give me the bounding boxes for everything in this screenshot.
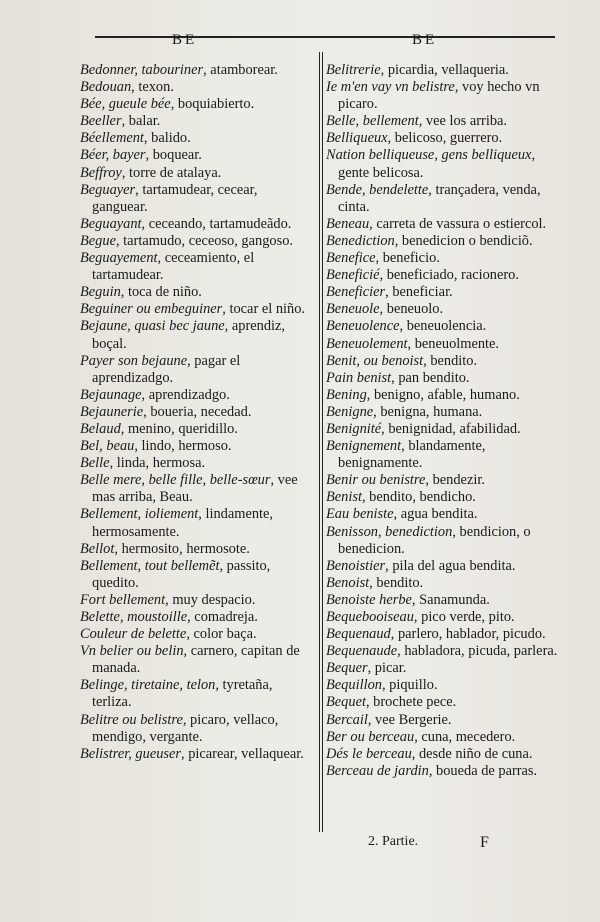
entry-definition: , aprendiz, boçal. [92, 318, 286, 352]
entry-headword: Beguayement [80, 250, 158, 267]
entry-definition: , passito, quedito. [92, 557, 271, 591]
entry-definition: , pagar el aprendizadgo. [92, 352, 241, 386]
dictionary-entry [326, 506, 558, 523]
entry-definition: , cuna, mecedero. [414, 728, 516, 745]
dictionary-entry [326, 267, 558, 284]
dictionary-entry [326, 763, 558, 780]
entry-definition: , voy hecho vn picaro. [338, 79, 540, 113]
dictionary-entry [80, 318, 312, 352]
entry-headword: Bejaunage [80, 386, 142, 403]
entry-headword: Couleur de belette [80, 626, 187, 643]
entry-headword: Belinge, tiretaine, telon [80, 677, 216, 694]
dictionary-entry [80, 541, 312, 558]
entry-headword: Bequillon [326, 677, 382, 694]
entry-headword: Bel, beau [80, 438, 135, 455]
dictionary-entry [326, 353, 558, 370]
entry-definition: , beneficiar. [385, 284, 453, 301]
entry-definition: , pico verde, pito. [413, 609, 515, 625]
entry-definition: , menino, queridillo. [120, 420, 238, 437]
entry-headword: Beneuolence [326, 318, 400, 335]
entry-definition: , muy despacio. [165, 591, 256, 608]
dictionary-entry [80, 147, 312, 164]
entry-definition: , bendito, bendicho. [361, 489, 476, 506]
entry-definition: , torre de atalaya. [121, 164, 222, 181]
entry-headword: Eau beniste [326, 506, 394, 523]
dictionary-entry [80, 609, 312, 626]
entry-definition: , habladora, picuda, parlera. [397, 643, 558, 660]
entry-headword: Beneau [326, 215, 370, 232]
dictionary-entry [80, 165, 312, 182]
entry-headword: Benit, ou benoist [326, 352, 424, 369]
entry-definition: , vee Bergerie. [367, 711, 452, 728]
dictionary-entry [326, 677, 558, 694]
entry-headword: Benisson, benediction [326, 523, 453, 540]
dictionary-entry [80, 216, 312, 233]
entry-headword: Benoiste herbe [326, 591, 412, 608]
dictionary-entry [80, 113, 312, 130]
entry-headword: Belitrerie [326, 62, 381, 78]
dictionary-entry [326, 250, 558, 267]
entry-definition: , parlero, hablador, picudo. [390, 626, 546, 643]
left-column [80, 62, 312, 763]
column-divider [319, 52, 323, 832]
entry-headword: Beffroy [80, 164, 122, 181]
dictionary-entry [80, 79, 312, 96]
entry-headword: Belette, moustoille [80, 609, 188, 625]
dictionary-entry [326, 336, 558, 353]
dictionary-entry [326, 404, 558, 421]
entry-headword: Ie m'en vay vn belistre [326, 79, 455, 96]
dictionary-entry [326, 729, 558, 746]
dictionary-entry [80, 421, 312, 438]
entry-definition: , agua bendita. [393, 506, 478, 523]
dictionary-entry [80, 387, 312, 404]
entry-headword: Beneuole [326, 301, 380, 318]
entry-headword: Bening [326, 386, 367, 403]
dictionary-entry [80, 746, 312, 763]
entry-definition: , benignidad, afabilidad. [381, 420, 521, 437]
entry-headword: Bée, gueule bée [80, 96, 171, 113]
entry-headword: Beneficié [326, 267, 380, 284]
dictionary-entry [80, 62, 312, 79]
entry-headword: Beneuolement [326, 335, 408, 352]
entry-headword: Beneficier [326, 284, 386, 301]
entry-definition: , atamborear. [203, 62, 278, 78]
entry-definition: , lindo, hermoso. [134, 438, 232, 455]
entry-definition: , pan bendito. [391, 369, 470, 386]
entry-headword: Berceau de jardin [326, 762, 429, 779]
entry-definition: , lindamente, hermosamente. [92, 506, 274, 540]
entry-definition: , boquear. [145, 147, 202, 164]
entry-headword: Beguayant [80, 215, 142, 232]
entry-definition: , bendito. [369, 574, 424, 591]
entry-headword: Bequenaud [326, 626, 391, 643]
dictionary-entry [80, 250, 312, 284]
entry-headword: Nation belliqueuse, gens belliqueux [326, 147, 532, 164]
dictionary-entry [326, 130, 558, 147]
dictionary-entry [326, 438, 558, 472]
dictionary-entry [80, 506, 312, 540]
dictionary-entry [326, 592, 558, 609]
entry-definition: , balar. [121, 113, 161, 130]
entry-definition: , ceceamiento, el tartamudear. [92, 250, 255, 284]
entry-headword: Belle [80, 455, 110, 472]
entry-headword: Bellement, ioliement [80, 506, 199, 523]
entry-headword: Bende, bendelette [326, 181, 429, 198]
entry-definition: , boueda de parras. [428, 762, 538, 779]
entry-headword: Ber ou berceau [326, 728, 415, 745]
entry-headword: Bejaune, quasi bec jaune [80, 318, 225, 335]
dictionary-entry [326, 524, 558, 558]
dictionary-entry [80, 301, 312, 318]
entry-definition: , pila del agua bendita. [385, 557, 516, 574]
entry-definition: , aprendizadgo. [141, 386, 230, 403]
entry-definition: , belicoso, guerrero. [387, 130, 503, 147]
entry-definition: , Sanamunda. [411, 591, 490, 608]
dictionary-entry [326, 643, 558, 660]
entry-headword: Beguayer [80, 181, 136, 198]
entry-definition: , trançadera, venda, cinta. [338, 181, 541, 215]
dictionary-entry [326, 609, 558, 626]
entry-headword: Payer son bejaune [80, 352, 188, 369]
entry-definition: , benigna, humana. [373, 403, 483, 420]
dictionary-entry [80, 233, 312, 250]
entry-definition: , beneficio. [375, 250, 440, 267]
entry-headword: Beguiner ou embeguiner [80, 301, 223, 318]
entry-definition: , bendicion, o benedicion. [338, 523, 531, 557]
dictionary-entry [80, 626, 312, 643]
entry-definition: , balido. [143, 130, 191, 147]
entry-definition: , beneficiado, racionero. [379, 267, 519, 284]
entry-headword: Benignité [326, 420, 382, 437]
entry-definition: , vee mas arriba, Beau. [92, 472, 298, 506]
dictionary-entry [326, 712, 558, 729]
entry-headword: Benefice [326, 250, 376, 267]
entry-definition: , tartamudo, ceceoso, gangoso. [115, 232, 293, 249]
entry-definition: , tartamudear, cecear, ganguear. [92, 181, 258, 215]
entry-headword: Bejaunerie [80, 403, 144, 420]
dictionary-entry [326, 558, 558, 575]
entry-headword: Bequer [326, 660, 368, 677]
dictionary-entry [80, 455, 312, 472]
dictionary-entry [80, 284, 312, 301]
entry-headword: Belle, bellement [326, 113, 419, 130]
dictionary-entry [80, 353, 312, 387]
entry-headword: Belistrer, gueuser [80, 745, 181, 762]
entry-headword: Belaud [80, 420, 121, 437]
entry-definition: , picar. [367, 660, 407, 677]
entry-headword: Béellement [80, 130, 144, 147]
entry-definition: , toca de niño. [120, 284, 202, 301]
entry-definition: , carreta de vassura o estiercol. [369, 215, 547, 232]
entry-headword: Bedouan [80, 79, 132, 96]
entry-definition: , blandamente, benignamente. [338, 438, 486, 472]
dictionary-entry [326, 147, 558, 181]
entry-definition: , ceceando, tartamudeãdo. [141, 215, 292, 232]
dictionary-entry [80, 472, 312, 506]
entry-definition: , picarear, vellaquear. [181, 745, 304, 762]
entry-headword: Belliqueux [326, 130, 388, 147]
dictionary-entry [80, 643, 312, 677]
entry-headword: Belle mere, belle fille, belle-sœur [80, 472, 271, 489]
entry-definition: , piquillo. [381, 677, 438, 694]
entry-headword: Bequenaude [326, 643, 398, 660]
dictionary-entry [326, 79, 558, 113]
running-head-right: BE [412, 32, 438, 48]
entry-definition: , beneuolmente. [407, 335, 500, 352]
entry-headword: Benir ou benistre [326, 472, 426, 489]
entry-headword: Bequebooiseau [326, 609, 414, 625]
dictionary-entry [326, 387, 558, 404]
dictionary-entry [80, 182, 312, 216]
entry-headword: Béer, bayer [80, 147, 146, 164]
dictionary-entry [326, 233, 558, 250]
entry-definition: , benigno, afable, humano. [366, 386, 520, 403]
dictionary-entry [80, 130, 312, 147]
entry-definition: , bendito. [423, 352, 478, 369]
entry-definition: , hermosito, hermosote. [114, 540, 250, 557]
entry-headword: Begue [80, 232, 116, 249]
entry-headword: Benoistier [326, 557, 386, 574]
entry-headword: Benignement [326, 438, 402, 455]
dictionary-entry [326, 421, 558, 438]
entry-definition: , comadreja. [187, 609, 258, 625]
entry-headword: Fort bellement [80, 591, 166, 608]
entry-headword: Bedonner, tabouriner [80, 62, 204, 78]
entry-headword: Benist [326, 489, 362, 506]
header-rule [95, 36, 555, 38]
entry-headword: Vn belier ou belin [80, 643, 184, 660]
entry-headword: Bellot [80, 540, 115, 557]
dictionary-entry [326, 62, 558, 79]
dictionary-entry [326, 318, 558, 335]
entry-headword: Beeller [80, 113, 122, 130]
entry-definition: , beneuolo. [379, 301, 444, 318]
dictionary-entry [326, 489, 558, 506]
entry-definition: , texon. [131, 79, 174, 96]
entry-definition: , tocar el niño. [222, 301, 305, 318]
entry-definition: , gente belicosa. [338, 147, 536, 181]
entry-headword: Dés le berceau [326, 745, 412, 762]
entry-headword: Bercail [326, 711, 368, 728]
dictionary-entry [326, 370, 558, 387]
dictionary-entry [80, 438, 312, 455]
dictionary-entry [80, 96, 312, 113]
entry-definition: , picardia, vellaqueria. [380, 62, 509, 78]
entry-definition: , color baça. [186, 626, 257, 643]
entry-definition: , tyretaña, terliza. [92, 677, 273, 711]
entry-headword: Benigne [326, 403, 374, 420]
signature-mark: F [480, 834, 489, 851]
entry-definition: , bendezir. [425, 472, 485, 489]
dictionary-entry [326, 113, 558, 130]
entry-headword: Belitre ou belistre [80, 711, 183, 728]
dictionary-entry [326, 694, 558, 711]
dictionary-entry [326, 301, 558, 318]
dictionary-entry [326, 575, 558, 592]
dictionary-entry [80, 404, 312, 421]
dictionary-entry [326, 626, 558, 643]
entry-definition: , carnero, capitan de manada. [92, 643, 300, 677]
dictionary-entry [326, 472, 558, 489]
entry-definition: , picaro, vellaco, mendigo, vergante. [92, 711, 279, 745]
dictionary-entry [326, 284, 558, 301]
part-label: 2. Partie. [368, 834, 419, 849]
entry-definition: , beneuolencia. [399, 318, 487, 335]
entry-headword: Bellement, tout bellemẽt [80, 557, 220, 574]
entry-headword: Pain benist [326, 369, 392, 386]
dictionary-entry [326, 216, 558, 233]
entry-headword: Benediction [326, 232, 395, 249]
entry-definition: , boquiabierto. [170, 96, 255, 113]
entry-definition: , boueria, necedad. [143, 403, 252, 420]
entry-definition: , desde niño de cuna. [411, 745, 533, 762]
entry-definition: , vee los arriba. [418, 113, 508, 130]
dictionary-entry [326, 660, 558, 677]
right-column [326, 62, 558, 780]
entry-headword: Beguin [80, 284, 121, 301]
entry-headword: Bequet [326, 694, 366, 711]
running-head-left: BE [172, 32, 198, 48]
dictionary-entry [326, 182, 558, 216]
dictionary-entry [326, 746, 558, 763]
dictionary-entry [80, 558, 312, 592]
entry-definition: , linda, hermosa. [109, 455, 206, 472]
entry-definition: , brochete pece. [365, 694, 457, 711]
entry-headword: Benoist [326, 574, 370, 591]
dictionary-entry [80, 712, 312, 746]
entry-definition: , benedicion o bendiciõ. [394, 232, 533, 249]
dictionary-entry [80, 677, 312, 711]
dictionary-entry [80, 592, 312, 609]
